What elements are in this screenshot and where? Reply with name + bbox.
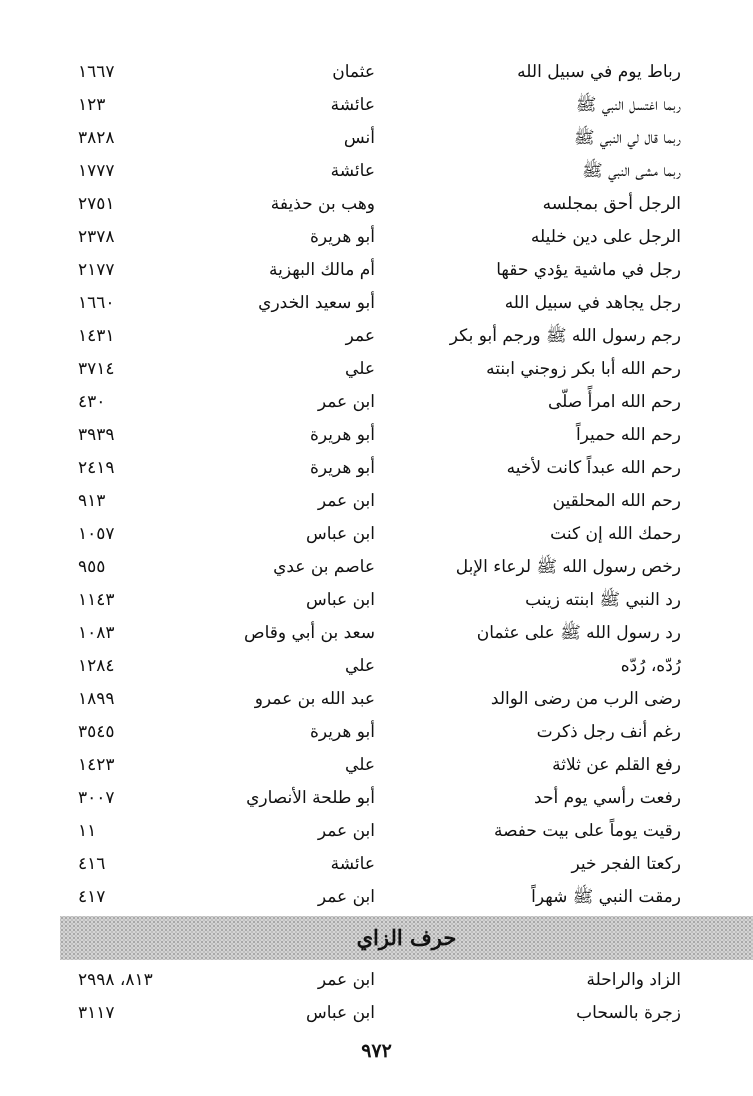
hadith-number: ٢٤١٩ [78, 458, 115, 478]
hadith-text: رد رسول الله ﷺ على عثمان [476, 623, 681, 643]
index-row [0, 782, 753, 815]
narrator-name: عبد الله بن عمرو [254, 689, 375, 709]
hadith-number: ٣١١٧ [78, 1003, 115, 1023]
page-number: ٩٧٢ [361, 1040, 392, 1062]
index-row [0, 221, 753, 254]
index-list [0, 56, 753, 1030]
hadith-text: ربما اغتسل النبي ﷺ [575, 95, 681, 115]
narrator-name: ابن عباس [305, 1003, 375, 1023]
hadith-number: ١٦٦٠ [78, 293, 115, 313]
index-row [0, 155, 753, 188]
hadith-number: ٩١٣ [78, 491, 106, 511]
index-row [0, 749, 753, 782]
narrator-name: أنس [343, 128, 375, 148]
narrator-name: أبو طلحة الأنصاري [246, 788, 375, 808]
hadith-text: رمقت النبي ﷺ شهراً [531, 887, 681, 907]
hadith-text: رحم الله امرأً صلّى [547, 392, 681, 412]
hadith-number: ٣٧١٤ [78, 359, 115, 379]
index-row [0, 617, 753, 650]
index-row [0, 881, 753, 914]
hadith-text: الزاد والراحلة [586, 970, 681, 990]
hadith-text: رحمك الله إن كنت [550, 524, 681, 544]
hadith-text: ركعتا الفجر خير [571, 854, 681, 874]
index-row [0, 452, 753, 485]
hadith-number: ١٢٨٤ [78, 656, 115, 676]
hadith-number: ١٨٩٩ [78, 689, 115, 709]
narrator-name: عاصم بن عدي [273, 557, 375, 577]
entries-zay [0, 964, 753, 1030]
narrator-name: علي [345, 359, 375, 379]
narrator-name: عمر [345, 326, 375, 346]
index-row [0, 551, 753, 584]
hadith-number: ٣٨٢٨ [78, 128, 115, 148]
hadith-number: ١٠٨٣ [78, 623, 115, 643]
hadith-text: زجرة بالسحاب [576, 1003, 681, 1023]
hadith-text: رد النبي ﷺ ابنته زينب [525, 590, 681, 610]
hadith-text: رفع القلم عن ثلاثة [552, 755, 681, 775]
index-row [0, 584, 753, 617]
hadith-text: رجل يجاهد في سبيل الله [504, 293, 681, 313]
index-row [0, 353, 753, 386]
narrator-name: ابن عمر [317, 491, 375, 511]
narrator-name: أبو هريرة [309, 227, 375, 247]
hadith-text: ربما مشى النبي ﷺ [582, 161, 681, 181]
entries-ra [0, 56, 753, 914]
hadith-number: ٤١٧ [78, 887, 106, 907]
hadith-number: ١٤٣١ [78, 326, 115, 346]
index-row [0, 716, 753, 749]
narrator-name: أبو هريرة [309, 425, 375, 445]
hadith-number: ٢١٧٧ [78, 260, 115, 280]
narrator-name: ابن عمر [317, 970, 375, 990]
hadith-text: رحم الله المحلقين [552, 491, 681, 511]
index-row [0, 815, 753, 848]
hadith-text: الرجل على دين خليله [530, 227, 681, 247]
hadith-text: رباط يوم في سبيل الله [517, 62, 681, 82]
narrator-name: عائشة [330, 854, 375, 874]
hadith-number: ٩٥٥ [78, 557, 106, 577]
narrator-name: وهب بن حذيفة [270, 194, 375, 214]
section-title: حرف الزاي [356, 925, 457, 950]
hadith-text: ربما قال لي النبي ﷺ [573, 128, 681, 148]
index-row [0, 56, 753, 89]
hadith-number: ١١٤٣ [78, 590, 115, 610]
index-row [0, 485, 753, 518]
narrator-name: أم مالك البهزية [269, 260, 375, 280]
narrator-name: عثمان [332, 62, 375, 82]
index-row [0, 254, 753, 287]
narrator-name: عائشة [330, 95, 375, 115]
narrator-name: علي [345, 755, 375, 775]
hadith-text: رحم الله حميراً [575, 425, 681, 445]
narrator-name: ابن عمر [317, 887, 375, 907]
hadith-text: رضى الرب من رضى الوالد [490, 689, 681, 709]
narrator-name: ابن عباس [305, 590, 375, 610]
hadith-number: ١٧٧٧ [78, 161, 115, 181]
narrator-name: أبو هريرة [309, 458, 375, 478]
narrator-name: أبو هريرة [309, 722, 375, 742]
hadith-number: ٣٠٠٧ [78, 788, 115, 808]
hadith-number: ٣٩٣٩ [78, 425, 115, 445]
index-row [0, 683, 753, 716]
hadith-number: ٢٧٥١ [78, 194, 115, 214]
index-row [0, 650, 753, 683]
hadith-text: الرجل أحق بمجلسه [542, 194, 681, 214]
narrator-name: علي [345, 656, 375, 676]
hadith-number: ١٤٢٣ [78, 755, 115, 775]
hadith-text: رُدّه، رُدّه [620, 656, 681, 676]
hadith-text: رحم الله أبا بكر زوجني ابنته [486, 359, 681, 379]
index-row [0, 386, 753, 419]
index-row [0, 188, 753, 221]
index-row [0, 89, 753, 122]
hadith-number: ١٠٥٧ [78, 524, 115, 544]
hadith-number: ٤١٦ [78, 854, 106, 874]
narrator-name: عائشة [330, 161, 375, 181]
index-row [0, 419, 753, 452]
narrator-name: ابن عباس [305, 524, 375, 544]
hadith-text: رغم أنف رجل ذكرت [536, 722, 681, 742]
index-row [0, 997, 753, 1030]
index-row [0, 320, 753, 353]
index-row [0, 964, 753, 997]
index-row [0, 848, 753, 881]
hadith-text: رحم الله عبداً كانت لأخيه [506, 458, 681, 478]
hadith-number: ٤٣٠ [78, 392, 106, 412]
hadith-text: رفعت رأسي يوم أحد [534, 788, 681, 808]
hadith-text: رجل في ماشية يؤدي حقها [496, 260, 681, 280]
hadith-text: رجم رسول الله ﷺ ورجم أبو بكر [449, 326, 681, 346]
hadith-number: ٣٥٤٥ [78, 722, 115, 742]
hadith-number: ٢٣٧٨ [78, 227, 115, 247]
index-row [0, 518, 753, 551]
narrator-name: ابن عمر [317, 392, 375, 412]
hadith-number: ٨١٣، ٢٩٩٨ [78, 970, 153, 990]
index-row [0, 122, 753, 155]
hadith-text: رقيت يوماً على بيت حفصة [493, 821, 681, 841]
hadith-number: ١١ [78, 821, 97, 841]
narrator-name: أبو سعيد الخدري [258, 293, 375, 313]
hadith-text: رخص رسول الله ﷺ لرعاء الإبل [455, 557, 681, 577]
hadith-number: ١٢٣ [78, 95, 106, 115]
index-row [0, 287, 753, 320]
narrator-name: سعد بن أبي وقاص [244, 623, 375, 643]
section-header [60, 916, 753, 960]
narrator-name: ابن عمر [317, 821, 375, 841]
hadith-number: ١٦٦٧ [78, 62, 115, 82]
